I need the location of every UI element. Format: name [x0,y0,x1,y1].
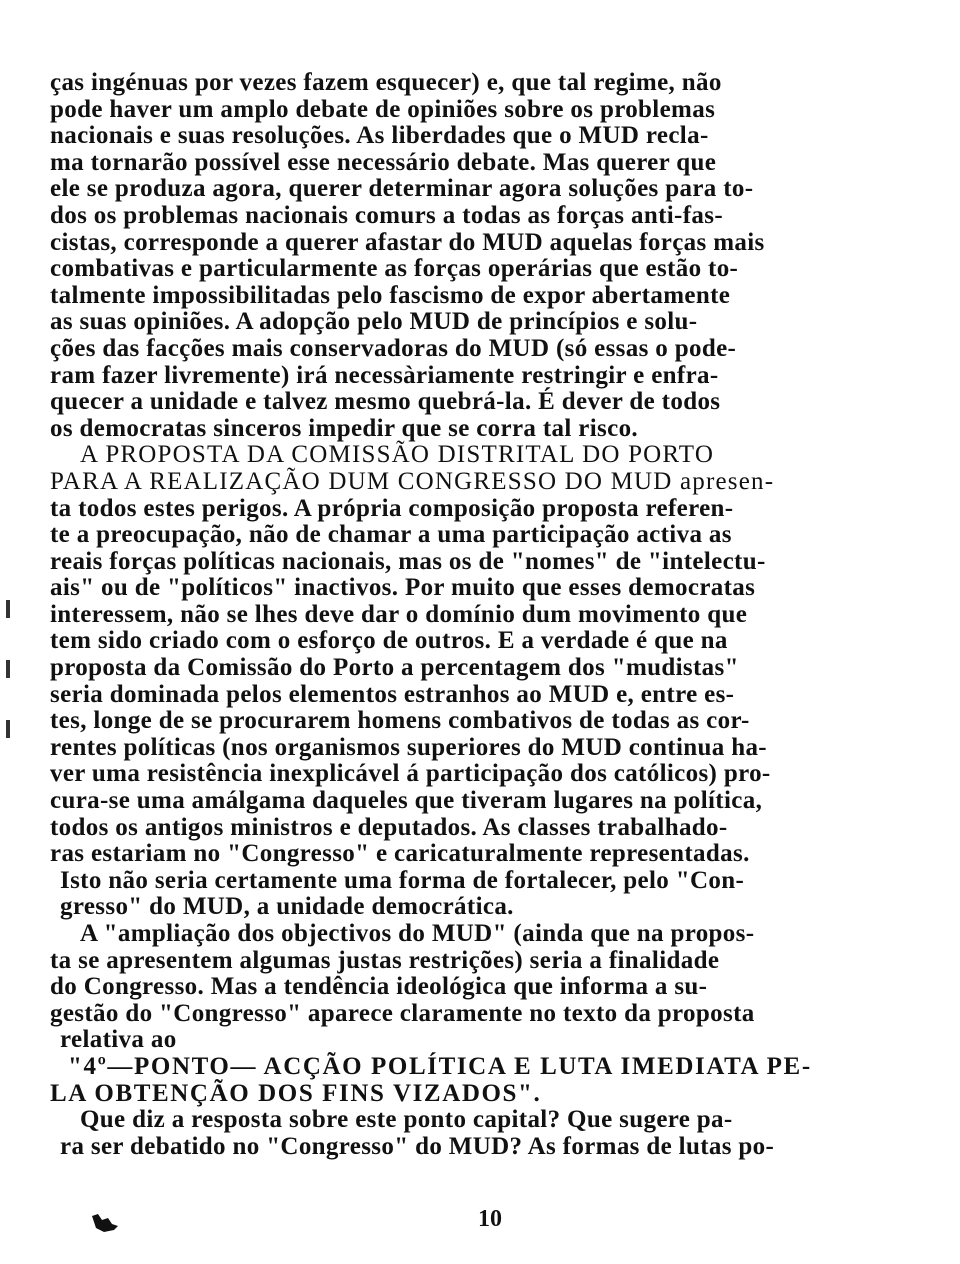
body-line: os democratas sinceros impedir que se corra tal risco. [50,414,639,442]
page-number: 10 [478,1206,502,1232]
body-line: relativa ao [60,1026,177,1054]
body-line: ções das facções mais conservadoras do MUD (só essas o pode- [50,334,737,362]
document-page [50,70,935,1160]
body-line: interessem, não se lhes deve dar o domínio dum movimento que [50,600,748,628]
body-line: as suas opiniões. A adopção pelo MUD de princípios e solu- [50,308,698,336]
body-line: ma tornarão possível esse necessário debate. Mas querer que [50,148,717,176]
body-line: tes, longe de se procurarem homens combativos de todas as cor- [50,707,750,735]
body-line: ele se produza agora, querer determinar agora soluções para to- [50,175,754,203]
section-heading-line: A PROPOSTA DA COMISSÃO DISTRITAL DO PORTO [80,441,715,469]
body-line: cistas, corresponde a querer afastar do MUD aquelas forças mais [50,228,765,256]
body-line: todos os antigos ministros e deputados. As classes trabalhado- [50,813,728,841]
body-line: ta todos estes perigos. A própria composição proposta referen- [50,494,734,522]
body-line: ras estariam no "Congresso" e caricaturalmente representadas. [50,840,750,868]
body-line: talmente impossibilitadas pelo fascismo de expor abertamente [50,281,731,309]
point-heading-line: "4º—PONTO— ACÇÃO POLÍTICA E LUTA IMEDIATA PE- [68,1052,812,1080]
body-line: rentes políticas (nos organismos superiores do MUD continua ha- [50,733,767,761]
ink-blot-icon [90,1210,120,1234]
margin-mark [6,720,10,738]
body-line: ais" ou de "políticos" inactivos. Por muito que esses democratas [50,574,756,602]
body-line: proposta da Comissão do Porto a percentagem dos "mudistas" [50,654,739,682]
body-line: ram fazer livremente) irá necessàriamente restringir e enfra- [50,361,719,389]
body-line: quecer a unidade e talvez mesmo quebrá-la. É dever de todos [50,388,721,416]
body-line: reais forças políticas nacionais, mas os de "nomes" de "intelectu- [50,547,766,575]
body-line: Que diz a resposta sobre este ponto capital? Que sugere pa- [80,1106,733,1134]
body-line: te a preocupação, não de chamar a uma participação activa as [50,521,732,549]
margin-mark [6,660,10,678]
body-line: Isto não seria certamente uma forma de fortalecer, pelo "Con- [60,866,745,894]
margin-mark [6,600,10,618]
body-line: ta se apresentem algumas justas restrições) seria a finalidade [50,946,720,974]
body-line: ver uma resistência inexplicável á participação dos católicos) pro- [50,760,771,788]
body-line: cura-se uma amálgama daqueles que tiveram lugares na política, [50,787,763,815]
section-heading-line: PARA A REALIZAÇÃO DUM CONGRESSO DO MUD apresen- [50,467,775,495]
body-line: nacionais e suas resoluções. As liberdades que o MUD recla- [50,122,709,150]
body-line: dos os problemas nacionais comurs a todas as forças anti-fas- [50,201,723,229]
body-line: gresso" do MUD, a unidade democrática. [60,893,514,921]
point-heading-line: LA OBTENÇÃO DOS FINS VIZADOS". [50,1079,542,1107]
body-line: pode haver um amplo debate de opiniões sobre os problemas [50,95,716,123]
body-line: A "ampliação dos objectivos do MUD" (ainda que na propos- [80,920,755,947]
body-line: ças ingénuas por vezes fazem esquecer) e, que tal regime, não [50,69,722,96]
body-line: gestão do "Congresso" aparece claramente no texto da proposta [50,999,755,1027]
body-line: combativas e particularmente as forças operárias que estão to- [50,255,739,283]
body-line: seria dominada pelos elementos estranhos ao MUD e, entre es- [50,680,735,708]
body-line: tem sido criado com o esforço de outros. E a verdade é que na [50,627,728,655]
body-line: ra ser debatido no "Congresso" do MUD? As formas de lutas po- [60,1132,775,1160]
body-line: do Congresso. Mas a tendência ideológica que informa a su- [50,973,708,1001]
